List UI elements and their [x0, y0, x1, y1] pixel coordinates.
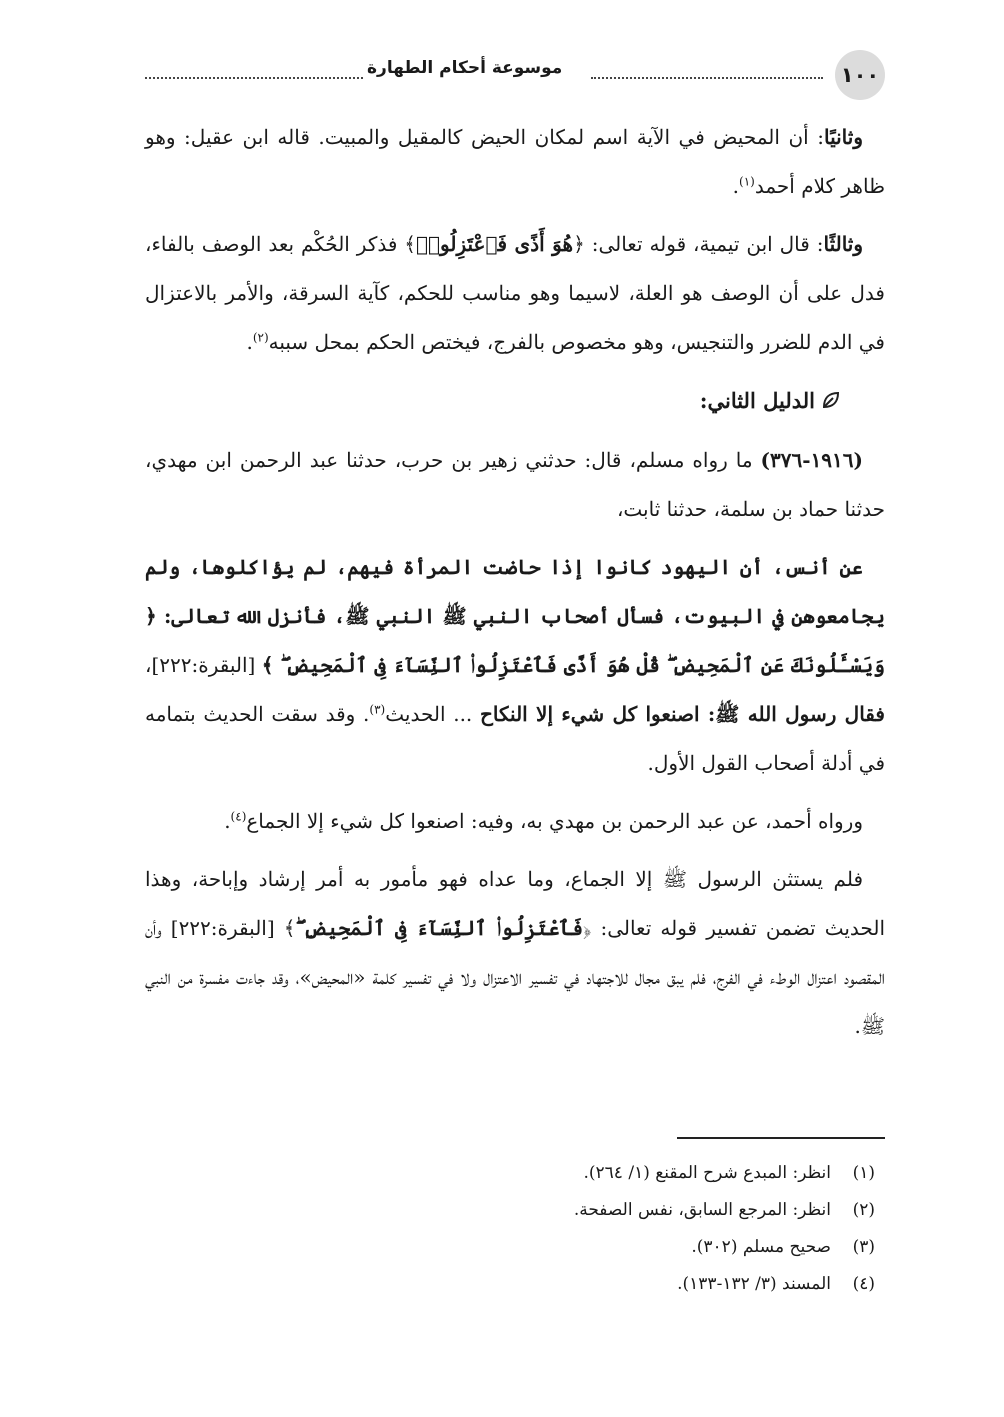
- footnotes: [145, 1155, 885, 1303]
- paragraph-text: ... الحديث: [385, 702, 480, 726]
- footnote-item: [145, 1192, 885, 1229]
- hadith-text: عن أنس، أن اليهود كانوا إذا حاضت المرأة فيهم، لم يؤاكلوها، ولم يجامعوهن في البيوت، فسأل أصحاب النبي ﷺ النبي ﷺ، فأنزل الله تعالى: ﴿ وَيَسْـَٔلُونَكَ عَنِ ٱلْمَحِيضِ ۖ قُلْ هُوَ أَذًى فَٱعْتَزِلُوا۟ ٱلنِّسَآءَ فِى ٱلْمَحِيضِ ۖ ﴾: [145, 555, 885, 677]
- footnote-divider: [677, 1137, 885, 1139]
- footnote-item: [145, 1266, 885, 1303]
- footnote-ref: (٤): [230, 809, 247, 824]
- paragraph-lead: وثالثًا: [823, 232, 864, 256]
- footnote-text: انظر: المرجع السابق، نفس الصفحة.: [573, 1200, 831, 1220]
- paragraph-text: . وقد سقت الحديث بتمامه في أدلة أصحاب القول الأول.: [145, 702, 885, 775]
- page-header: [145, 50, 885, 100]
- paragraph-third-reason: [145, 220, 885, 367]
- hadith-text: فقال رسول الله ﷺ: اصنعوا كل شيء إلا النكاح: [480, 702, 885, 726]
- paragraph-text: ﴾ فذكر الحُكْم بعد الوصف بالفاء، فدل على أن الوصف هو العلة، لاسيما وهو مناسب للحكم، كآية السرقة، والأمر بالاعتزال في الدم للضرر والتنجيس، وهو مخصوص بالفرج، فيختص الحكم بمحل سببه: [145, 232, 885, 354]
- paragraph-end: .: [732, 174, 740, 198]
- header-dots-left: [145, 77, 363, 79]
- paragraph-hadith-text: [145, 543, 885, 788]
- paragraph-text: ما رواه مسلم، قال: حدثني زهير بن حرب، حدثنا عبد الرحمن ابن مهدي، حدثنا حماد بن سلمة، حدثنا ثابت،: [145, 448, 885, 521]
- running-title: موسوعة أحكام الطهارة: [367, 58, 563, 78]
- paragraph-text: : أن المحيض في الآية اسم لمكان الحيض كالمقيل والمبيت. قاله ابن عقيل: وهو ظاهر كلام أحمد: [145, 125, 885, 198]
- footnote-text: المسند (٣/ ١٣٢-١٣٣).: [677, 1274, 831, 1294]
- quran-verse: فَٱعْتَزِلُوا۟ ٱلنِّسَآءَ فِى ٱلْمَحِيضِ ۖ: [295, 916, 584, 940]
- hadith-number: (١٩١٦-٣٧٦): [760, 448, 863, 472]
- paragraph-end: .: [224, 809, 231, 833]
- footnote-item: [145, 1229, 885, 1266]
- paragraph-conclusion: [145, 855, 885, 1051]
- header-dots-right: [591, 77, 823, 79]
- footnote-ref: (٢): [252, 330, 269, 345]
- leaf-ornament-icon: [821, 378, 863, 427]
- paragraph-text: ﴾ [البقرة:٢٢٢] وأن المقصود اعتزال الوطء في الفرج، فلم يبق مجال للاجتهاد في تفسير الاعتزال ولا في تفسير كلمة «المحيض»، وقد جاءت مفسرة من النبي ﷺ.: [145, 916, 885, 1038]
- paragraph-text: : قال ابن تيمية، قوله تعالى: ﴿: [573, 232, 824, 256]
- footnote-text: صحيح مسلم (٣٠٢).: [691, 1237, 831, 1257]
- footnote-number: (٢): [852, 1200, 875, 1220]
- page-number: ١٠٠: [835, 50, 885, 100]
- paragraph-second-reason: [145, 113, 885, 211]
- footnote-ref: (٣): [369, 702, 386, 717]
- section-heading: [145, 376, 885, 427]
- quran-verse: هُوَ أَذًى فَٱعْتَزِلُوا۟: [416, 232, 574, 256]
- paragraph-hadith-chain: [145, 436, 885, 534]
- heading-text: الدليل الثاني:: [699, 388, 815, 413]
- verse-citation: [البقرة:٢٢٢]،: [145, 653, 262, 677]
- footnote-number: (٣): [852, 1237, 875, 1257]
- footnote-number: (١): [852, 1163, 875, 1183]
- footnote-text: انظر: المبدع شرح المقنع (١/ ٢٦٤).: [583, 1163, 831, 1183]
- paragraph-text: فلم يستثن الرسول ﷺ إلا الجماع، وما عداه فهو مأمور به أمر إرشاد وإباحة، وهذا الحديث تضمن تفسير قوله تعالى: ﴿: [145, 867, 885, 940]
- paragraph-lead: وثانيًا: [823, 125, 863, 149]
- main-text: [145, 113, 885, 1060]
- paragraph-ahmad-narration: [145, 797, 885, 846]
- footnote-ref: (١): [739, 174, 755, 189]
- paragraph-text: ورواه أحمد، عن عبد الرحمن بن مهدي به، وفيه: اصنعوا كل شيء إلا الجماع: [246, 809, 863, 833]
- footnote-item: [145, 1155, 885, 1192]
- paragraph-end: .: [246, 330, 253, 354]
- footnote-number: (٤): [852, 1274, 875, 1294]
